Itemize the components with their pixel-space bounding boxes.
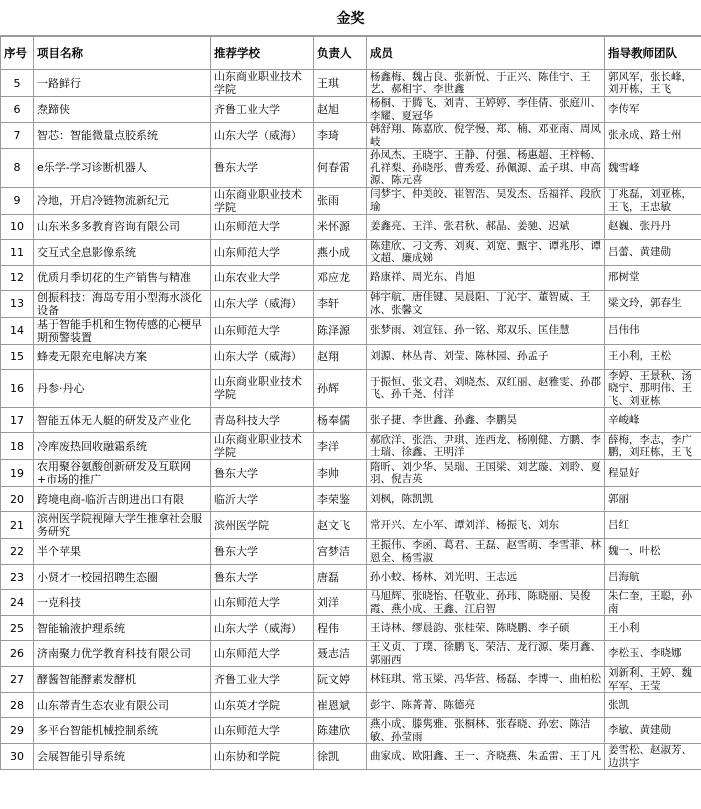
teachers-cell: 邢树堂	[605, 265, 701, 290]
row-index-cell: 19	[1, 460, 34, 487]
members-cell: 陈建欣、刁文秀、刘爽、刘宽、甄宇、谭兆彤、谭文超、廉成娣	[367, 239, 605, 265]
teachers-cell: 薛梅，李志，李广鹏，刘玨栋，王飞	[605, 433, 701, 460]
leader-cell: 唐磊	[314, 565, 367, 590]
members-cell: 燕小成、滕隽雅、张桐林、张春晓、孙宏、陈洁敏、孙莹雨	[367, 718, 605, 744]
page-title: 金奖	[0, 0, 701, 36]
leader-cell: 米怀源	[314, 214, 367, 239]
leader-cell: 宫梦洁	[314, 539, 367, 565]
leader-cell: 阮文婷	[314, 667, 367, 693]
project-name-cell: 智能五体无人艇的研发及产业化	[34, 408, 211, 433]
project-name-cell: 冷库废热回收融霜系统	[34, 433, 211, 460]
school-cell: 山东农业大学	[211, 265, 314, 290]
leader-cell: 李帅	[314, 460, 367, 487]
school-cell: 山东商业职业技术学院	[211, 70, 314, 97]
project-name-cell: 优质月季切花的生产销售与精准	[34, 265, 211, 290]
school-cell: 山东大学（威海）	[211, 123, 314, 149]
project-name-cell: 山东米多多教育咨询有限公司	[34, 214, 211, 239]
members-cell: 王振伟、李函、葛君、王磊、赵雪萌、李雪菲、林恩全、杨雪淑	[367, 539, 605, 565]
teachers-cell: 吕伟伟	[605, 317, 701, 344]
table-row	[1, 408, 701, 433]
teachers-cell: 梁文玲，郭春生	[605, 290, 701, 317]
table-header-row	[1, 37, 701, 70]
school-cell: 山东协和学院	[211, 744, 314, 770]
school-cell: 鲁东大学	[211, 565, 314, 590]
project-name-cell: 基于智能手机和生物传感的心梗早期预警装置	[34, 317, 211, 344]
members-cell: 杨鑫梅、魏占良、张新悦、于正兴、陈佳宁、王艺、郝相宇、李世鑫	[367, 70, 605, 97]
school-cell: 山东商业职业技术学院	[211, 433, 314, 460]
table-row	[1, 641, 701, 667]
members-cell: 杨桐、于腾飞、刘青、王婷婷、李佳倩、张庭川、李耀、夏冠华	[367, 97, 605, 123]
header-teachers: 指导教师团队	[605, 37, 701, 70]
header-leader: 负责人	[314, 37, 367, 70]
project-name-cell: 蜂麦无限充电解决方案	[34, 344, 211, 369]
school-cell: 山东大学（威海）	[211, 344, 314, 369]
project-name-cell: 一路鲜行	[34, 70, 211, 97]
table-row	[1, 265, 701, 290]
table-row	[1, 214, 701, 239]
project-name-cell: 冷地，开启冷链物流新纪元	[34, 187, 211, 214]
table-row	[1, 70, 701, 97]
members-cell: 路康祥、周光东、肖旭	[367, 265, 605, 290]
award-table	[0, 36, 701, 770]
school-cell: 山东商业职业技术学院	[211, 187, 314, 214]
members-cell: 张子捷、李世鑫、孙鑫、李鹏昊	[367, 408, 605, 433]
school-cell: 山东大学（威海）	[211, 290, 314, 317]
leader-cell: 燕小成	[314, 239, 367, 265]
table-row	[1, 123, 701, 149]
school-cell: 山东师范大学	[211, 214, 314, 239]
row-index-cell: 16	[1, 369, 34, 408]
table-row	[1, 369, 701, 408]
row-index-cell: 5	[1, 70, 34, 97]
school-cell: 鲁东大学	[211, 460, 314, 487]
leader-cell: 杨奉儒	[314, 408, 367, 433]
table-row	[1, 512, 701, 539]
leader-cell: 李轩	[314, 290, 367, 317]
teachers-cell: 辛峻峰	[605, 408, 701, 433]
row-index-cell: 28	[1, 693, 34, 718]
project-name-cell: 焘蹄侠	[34, 97, 211, 123]
table-row	[1, 460, 701, 487]
project-name-cell: 交互式全息影像系统	[34, 239, 211, 265]
project-name-cell: 小贤才一校园招聘生态圈	[34, 565, 211, 590]
row-index-cell: 20	[1, 487, 34, 512]
project-name-cell: 多平台智能机械控制系统	[34, 718, 211, 744]
leader-cell: 刘洋	[314, 590, 367, 616]
header-school: 推荐学校	[211, 37, 314, 70]
school-cell: 山东师范大学	[211, 590, 314, 616]
members-cell: 王诗林、缪晨韵、张桂荣、陈晓鹏、李子硕	[367, 616, 605, 641]
leader-cell: 赵文飞	[314, 512, 367, 539]
row-index-cell: 10	[1, 214, 34, 239]
leader-cell: 何春雷	[314, 149, 367, 188]
members-cell: 张梦雨、刘宣钰、孙一铭、郑双乐、匡佳慧	[367, 317, 605, 344]
members-cell: 彭宇、陈菁菁、陈德亮	[367, 693, 605, 718]
row-index-cell: 24	[1, 590, 34, 616]
table-row	[1, 433, 701, 460]
project-name-cell: 智芯：智能微量点胶系统	[34, 123, 211, 149]
row-index-cell: 21	[1, 512, 34, 539]
row-index-cell: 12	[1, 265, 34, 290]
school-cell: 山东师范大学	[211, 317, 314, 344]
table-row	[1, 97, 701, 123]
leader-cell: 王琪	[314, 70, 367, 97]
row-index-cell: 15	[1, 344, 34, 369]
members-cell: 刘枫，陈凯凯	[367, 487, 605, 512]
members-cell: 林钰琪、常玉梁、冯华营、杨磊、李博一、曲柏松	[367, 667, 605, 693]
leader-cell: 陈建欣	[314, 718, 367, 744]
table-row	[1, 187, 701, 214]
header-index: 序号	[1, 37, 34, 70]
teachers-cell: 李松玉、李晓娜	[605, 641, 701, 667]
teachers-cell: 李敏、黄建勋	[605, 718, 701, 744]
row-index-cell: 22	[1, 539, 34, 565]
teachers-cell: 程显好	[605, 460, 701, 487]
teachers-cell: 吕蕾、黄建勋	[605, 239, 701, 265]
leader-cell: 李琦	[314, 123, 367, 149]
project-name-cell: 半个苹果	[34, 539, 211, 565]
leader-cell: 孙辉	[314, 369, 367, 408]
row-index-cell: 23	[1, 565, 34, 590]
table-row	[1, 616, 701, 641]
row-index-cell: 18	[1, 433, 34, 460]
teachers-cell: 朱仁奎，王聪，孙南	[605, 590, 701, 616]
school-cell: 山东师范大学	[211, 718, 314, 744]
table-row	[1, 693, 701, 718]
teachers-cell: 魏雪峰	[605, 149, 701, 188]
table-row	[1, 744, 701, 770]
project-name-cell: 智能输液护理系统	[34, 616, 211, 641]
row-index-cell: 9	[1, 187, 34, 214]
project-name-cell: 一克科技	[34, 590, 211, 616]
table-row	[1, 718, 701, 744]
table-row	[1, 539, 701, 565]
project-name-cell: 跨境电商-临沂吉朗进出口有限	[34, 487, 211, 512]
school-cell: 山东英才学院	[211, 693, 314, 718]
row-index-cell: 14	[1, 317, 34, 344]
members-cell: 于振恒、张文君、刘晓杰、双红丽、赵雅雯、孙郡飞、孙千尧、付洋	[367, 369, 605, 408]
project-name-cell: 济南聚力优学教育科技有限公司	[34, 641, 211, 667]
school-cell: 鲁东大学	[211, 539, 314, 565]
project-name-cell: 会展智能引导系统	[34, 744, 211, 770]
leader-cell: 崔恩斌	[314, 693, 367, 718]
school-cell: 山东师范大学	[211, 239, 314, 265]
school-cell: 山东师范大学	[211, 641, 314, 667]
header-members: 成员	[367, 37, 605, 70]
leader-cell: 张雨	[314, 187, 367, 214]
row-index-cell: 8	[1, 149, 34, 188]
row-index-cell: 17	[1, 408, 34, 433]
project-name-cell: 滨州医学院视障大学生推拿社会服务研究	[34, 512, 211, 539]
table-row	[1, 317, 701, 344]
teachers-cell: 赵巍、张丹丹	[605, 214, 701, 239]
leader-cell: 程伟	[314, 616, 367, 641]
row-index-cell: 6	[1, 97, 34, 123]
leader-cell: 李荣鉴	[314, 487, 367, 512]
members-cell: 孙小蛟、杨林、刘光明、王志远	[367, 565, 605, 590]
members-cell: 姜鑫亮、王洋、张君秋、郝晶、姜驰、迟斌	[367, 214, 605, 239]
school-cell: 齐鲁工业大学	[211, 667, 314, 693]
teachers-cell: 姜雪松、赵淑芳、边洪宇	[605, 744, 701, 770]
project-name-cell: 丹参·丹心	[34, 369, 211, 408]
table-row	[1, 565, 701, 590]
teachers-cell: 王小利	[605, 616, 701, 641]
teachers-cell: 吕海航	[605, 565, 701, 590]
school-cell: 齐鲁工业大学	[211, 97, 314, 123]
members-cell: 闫梦宇、仲美皎、崔智浩、吴发杰、岳福祥、段欣瑜	[367, 187, 605, 214]
teachers-cell: 李婷、王景秋、汤晓宁、那明伟、王飞、刘亚栋	[605, 369, 701, 408]
school-cell: 山东大学（威海）	[211, 616, 314, 641]
row-index-cell: 27	[1, 667, 34, 693]
leader-cell: 陈泽源	[314, 317, 367, 344]
row-index-cell: 11	[1, 239, 34, 265]
teachers-cell: 王小利，王松	[605, 344, 701, 369]
row-index-cell: 30	[1, 744, 34, 770]
leader-cell: 徐凯	[314, 744, 367, 770]
members-cell: 隋昕、刘少华、吴瑞、王国梁、刘艺璇、刘聆、夏羽、倪吉英	[367, 460, 605, 487]
members-cell: 刘源、林丛青、刘莹、陈林园、孙孟子	[367, 344, 605, 369]
teachers-cell: 郭丽	[605, 487, 701, 512]
school-cell: 山东商业职业技术学院	[211, 369, 314, 408]
table-row	[1, 590, 701, 616]
school-cell: 鲁东大学	[211, 149, 314, 188]
members-cell: 韩宇航、唐佳键、吴晨阳、丁沁宇、董智威、王冰、张馨文	[367, 290, 605, 317]
leader-cell: 聂志洁	[314, 641, 367, 667]
table-row	[1, 487, 701, 512]
members-cell: 郝欣洋、张浩、尹琪、连西龙、杨刚健、方鹏、李士瑞、徐鑫、王明洋	[367, 433, 605, 460]
members-cell: 常开兴、左小军、谭刘洋、杨振飞、刘东	[367, 512, 605, 539]
table-row	[1, 344, 701, 369]
row-index-cell: 7	[1, 123, 34, 149]
teachers-cell: 李传军	[605, 97, 701, 123]
leader-cell: 李洋	[314, 433, 367, 460]
teachers-cell: 刘新利、王婷、魏军军、王莹	[605, 667, 701, 693]
row-index-cell: 26	[1, 641, 34, 667]
project-name-cell: e乐学-学习诊断机器人	[34, 149, 211, 188]
table-row	[1, 290, 701, 317]
school-cell: 青岛科技大学	[211, 408, 314, 433]
leader-cell: 赵翔	[314, 344, 367, 369]
members-cell: 孙凤杰、王晓宇、王静、付强、杨惠超、王梓畅、孔祥梨、孙晓彤、曹秀爱、孙佩源、孟子琪、申高源、陈元喜	[367, 149, 605, 188]
school-cell: 临沂大学	[211, 487, 314, 512]
row-index-cell: 13	[1, 290, 34, 317]
table-row	[1, 239, 701, 265]
teachers-cell: 张永成、路士州	[605, 123, 701, 149]
teachers-cell: 吕红	[605, 512, 701, 539]
teachers-cell: 张凯	[605, 693, 701, 718]
members-cell: 韩舒翔、陈嘉欣、倪学慢、郑、楠、邓亚南、周凤岐	[367, 123, 605, 149]
members-cell: 曲家成、欧阳鑫、王一、齐晓燕、朱孟雷、王丁凡	[367, 744, 605, 770]
leader-cell: 邓应龙	[314, 265, 367, 290]
project-name-cell: 山东蒂青生态农业有限公司	[34, 693, 211, 718]
project-name-cell: 酵酱智能酵素发酵机	[34, 667, 211, 693]
row-index-cell: 25	[1, 616, 34, 641]
table-row	[1, 667, 701, 693]
project-name-cell: 创振科技：海岛专用小型海水淡化设备	[34, 290, 211, 317]
teachers-cell: 丁兆磊，刘亚栋，王飞，王忠敏	[605, 187, 701, 214]
row-index-cell: 29	[1, 718, 34, 744]
members-cell: 马旭辉、张晓怡、任敬业、孙玮、陈晓丽、吴俊霞、燕小成、王鑫、江启智	[367, 590, 605, 616]
school-cell: 滨州医学院	[211, 512, 314, 539]
teachers-cell: 郭风军，张长峰，刘开栋，王飞	[605, 70, 701, 97]
teachers-cell: 魏一、叶松	[605, 539, 701, 565]
header-project-name: 项目名称	[34, 37, 211, 70]
project-name-cell: 农用聚谷氨酸创新研发及互联网+市场的推广	[34, 460, 211, 487]
leader-cell: 赵旭	[314, 97, 367, 123]
table-row	[1, 149, 701, 188]
members-cell: 王义贞、丁璞、徐鹏飞、荣洁、龙行源、柴月鑫、郭丽西	[367, 641, 605, 667]
